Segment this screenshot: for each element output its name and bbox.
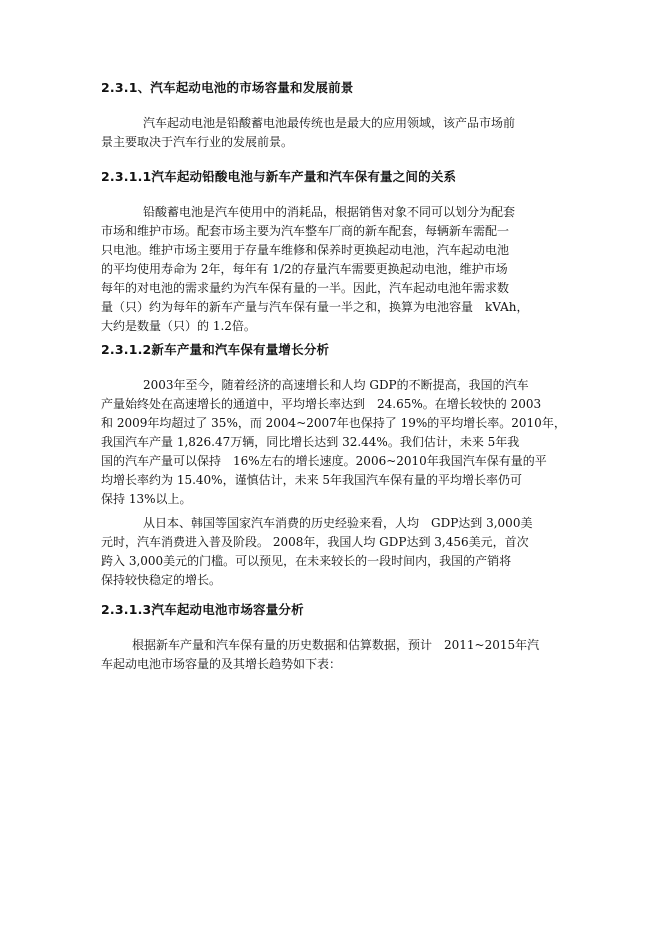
paragraph-line: 保持 13%以上。 bbox=[101, 492, 192, 506]
paragraph-line: 2003年至今，随着经济的高速增长和人均 GDP的不断提高，我国的汽车 bbox=[143, 378, 529, 392]
paragraph-line: 根据新车产量和汽车保有量的历史数据和估算数据，预计 2011~2015年汽 bbox=[132, 638, 540, 652]
paragraph-line: 市场和维护市场。配套市场主要为汽车整车厂商的新车配套，每辆新车需配一 bbox=[101, 224, 510, 238]
paragraph-market-capacity bbox=[101, 636, 571, 674]
paragraph-line: 的平均使用寿命为 2年，每年有 1/2的存量汽车需要更换起动电池，维护市场 bbox=[101, 262, 508, 276]
paragraph-line: 和 2009年均超过了 35%，而 2004~2007年也保持了 19%的平均增长率。2010年， bbox=[101, 416, 566, 430]
paragraph-line: 大约是数量（只）的 1.2倍。 bbox=[101, 319, 256, 333]
section-heading-2-3-1: 2.3.1、汽车起动电池的市场容量和发展前景 bbox=[101, 80, 354, 95]
paragraph-lead-acid-demand bbox=[101, 203, 571, 336]
paragraph-line: 产量始终处在高速增长的通道中，平均增长率达到 24.65%。在增长较快的 2003 bbox=[101, 397, 542, 411]
paragraph-production-growth bbox=[101, 376, 571, 509]
paragraph-battery-market-prospect bbox=[101, 114, 571, 152]
paragraph-line: 只电池。维护市场主要用于存量车维修和保养时更换起动电池，汽车起动电池 bbox=[101, 243, 510, 257]
paragraph-gdp-experience bbox=[101, 514, 571, 590]
paragraph-line: 均增长率约为 15.40%，谨慎估计，未来 5年我国汽车保有量的平均增长率仍可 bbox=[101, 473, 523, 487]
paragraph-line: 国的汽车产量可以保持 16%左右的增长速度。2006~2010年我国汽车保有量的平 bbox=[101, 454, 547, 468]
paragraph-line: 景主要取决于汽车行业的发展前景。 bbox=[101, 135, 294, 149]
section-heading-2-3-1-2: 2.3.1.2新车产量和汽车保有量增长分析 bbox=[101, 342, 330, 357]
paragraph-line: 量（只）约为每年的新车产量与汽车保有量一半之和，换算为电池容量 kVAh， bbox=[101, 300, 529, 314]
paragraph-line: 元时，汽车消费进入普及阶段。 2008年，我国人均 GDP达到 3,456美元，首次 bbox=[101, 535, 529, 549]
section-heading-2-3-1-1: 2.3.1.1汽车起动铅酸电池与新车产量和汽车保有量之间的关系 bbox=[101, 169, 457, 184]
section-heading-2-3-1-3: 2.3.1.3汽车起动电池市场容量分析 bbox=[101, 602, 304, 617]
paragraph-line: 铅酸蓄电池是汽车使用中的消耗品，根据销售对象不同可以划分为配套 bbox=[143, 205, 516, 219]
paragraph-line: 跨入 3,000美元的门槛。可以预见，在未来较长的一段时间内，我国的产销将 bbox=[101, 554, 512, 568]
paragraph-line: 每年的对电池的需求量约为汽车保有量的一半。因此，汽车起动电池年需求数 bbox=[101, 281, 510, 295]
paragraph-line: 车起动电池市场容量的及其增长趋势如下表： bbox=[101, 657, 342, 671]
paragraph-line: 保持较快稳定的增长。 bbox=[101, 573, 222, 587]
paragraph-line: 汽车起动电池是铅酸蓄电池最传统也是最大的应用领域，该产品市场前 bbox=[143, 116, 516, 130]
paragraph-line: 我国汽车产量 1,826.47万辆，同比增长达到 32.44%。我们估计，未来 5年我 bbox=[101, 435, 520, 449]
paragraph-line: 从日本、韩国等国家汽车消费的历史经验来看，人均 GDP达到 3,000美 bbox=[143, 516, 533, 530]
